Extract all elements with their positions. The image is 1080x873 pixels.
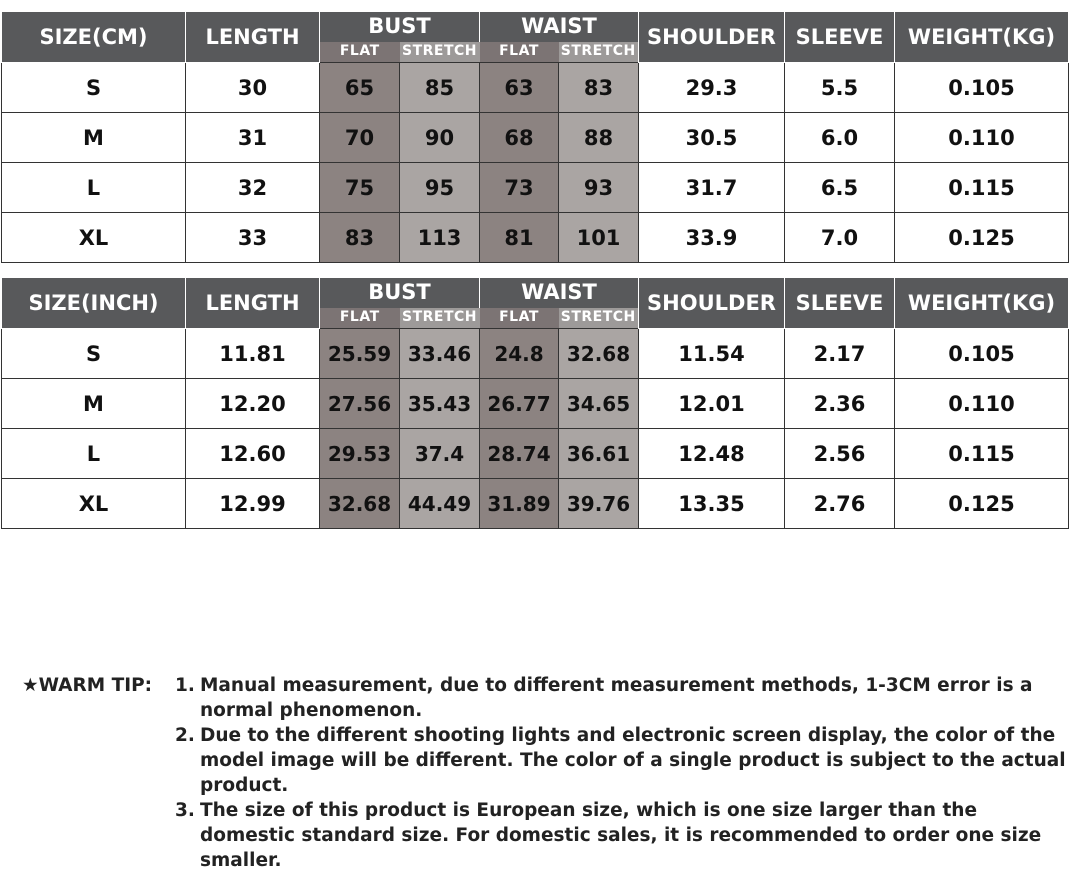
- sleeve-column-header: SLEEVE: [785, 12, 895, 63]
- waist-flat-cell: 68: [480, 113, 559, 163]
- bust-stretch-cell: 85: [400, 63, 480, 113]
- waist-flat-cell: 26.77: [480, 379, 559, 429]
- size-cell: XL: [2, 479, 186, 529]
- waist-flat-cell: 73: [480, 163, 559, 213]
- waist-stretch-cell: 101: [559, 213, 639, 263]
- shoulder-cell: 31.7: [639, 163, 785, 213]
- length-cell: 32: [186, 163, 320, 213]
- length-cell: 31: [186, 113, 320, 163]
- warm-tip-item: [175, 673, 1075, 723]
- bust-stretch-cell: 95: [400, 163, 480, 213]
- size-column-header: SIZE(CM): [2, 12, 186, 63]
- table-row: [2, 163, 1069, 213]
- waist-flat-cell: 28.74: [480, 429, 559, 479]
- shoulder-cell: 33.9: [639, 213, 785, 263]
- size-cell: S: [2, 63, 186, 113]
- length-cell: 12.60: [186, 429, 320, 479]
- waist-stretch-header: STRETCH: [559, 42, 639, 63]
- weight-column-header: WEIGHT(KG): [895, 278, 1069, 329]
- size-cell: L: [2, 163, 186, 213]
- table-row: [2, 429, 1069, 479]
- length-cell: 12.20: [186, 379, 320, 429]
- sleeve-cell: 6.0: [785, 113, 895, 163]
- bust-flat-cell: 70: [320, 113, 400, 163]
- bust-stretch-cell: 113: [400, 213, 480, 263]
- bust-flat-cell: 83: [320, 213, 400, 263]
- weight-cell: 0.110: [895, 379, 1069, 429]
- sleeve-cell: 7.0: [785, 213, 895, 263]
- waist-stretch-cell: 39.76: [559, 479, 639, 529]
- size-cell: M: [2, 113, 186, 163]
- length-column-header: LENGTH: [186, 278, 320, 329]
- bust-flat-cell: 25.59: [320, 329, 400, 379]
- table-row: [2, 213, 1069, 263]
- warm-tip-item: [175, 798, 1075, 873]
- sleeve-cell: 2.17: [785, 329, 895, 379]
- length-cell: 30: [186, 63, 320, 113]
- warm-tip-label: ★WARM TIP:: [22, 675, 153, 696]
- bust-flat-cell: 75: [320, 163, 400, 213]
- waist-flat-cell: 31.89: [480, 479, 559, 529]
- bust-flat-cell: 32.68: [320, 479, 400, 529]
- warm-tip-text: Due to the different shooting lights and electronic screen display, the color of the model image will be different. The color of a single product is subject to the actual product.: [200, 725, 1066, 796]
- bust-stretch-cell: 33.46: [400, 329, 480, 379]
- waist-stretch-cell: 83: [559, 63, 639, 113]
- weight-cell: 0.110: [895, 113, 1069, 163]
- bust-stretch-header: STRETCH: [400, 42, 480, 63]
- waist-group-header: WAIST: [480, 278, 639, 308]
- shoulder-cell: 12.48: [639, 429, 785, 479]
- bust-stretch-cell: 44.49: [400, 479, 480, 529]
- warm-tip-item: [175, 723, 1075, 798]
- table-row: [2, 379, 1069, 429]
- weight-cell: 0.125: [895, 479, 1069, 529]
- waist-flat-cell: 24.8: [480, 329, 559, 379]
- bust-group-header: BUST: [320, 278, 480, 308]
- shoulder-cell: 11.54: [639, 329, 785, 379]
- length-cell: 33: [186, 213, 320, 263]
- shoulder-column-header: SHOULDER: [639, 12, 785, 63]
- waist-stretch-header: STRETCH: [559, 308, 639, 329]
- shoulder-cell: 13.35: [639, 479, 785, 529]
- waist-flat-header: FLAT: [480, 308, 559, 329]
- waist-stretch-cell: 34.65: [559, 379, 639, 429]
- weight-cell: 0.105: [895, 329, 1069, 379]
- size-cell: XL: [2, 213, 186, 263]
- warm-tip-number: 2.: [175, 725, 195, 746]
- weight-cell: 0.125: [895, 213, 1069, 263]
- table-row: [2, 113, 1069, 163]
- warm-tip-text: Manual measurement, due to different measurement methods, 1-3CM error is a normal phenomenon.: [200, 675, 1033, 721]
- size-cell: L: [2, 429, 186, 479]
- waist-group-header: WAIST: [480, 12, 639, 42]
- sleeve-cell: 6.5: [785, 163, 895, 213]
- waist-stretch-cell: 36.61: [559, 429, 639, 479]
- bust-stretch-header: STRETCH: [400, 308, 480, 329]
- bust-flat-cell: 27.56: [320, 379, 400, 429]
- size-chart-cm: [1, 11, 1069, 263]
- weight-cell: 0.115: [895, 163, 1069, 213]
- table-row: [2, 479, 1069, 529]
- waist-stretch-cell: 32.68: [559, 329, 639, 379]
- bust-stretch-cell: 35.43: [400, 379, 480, 429]
- size-cell: S: [2, 329, 186, 379]
- waist-flat-cell: 81: [480, 213, 559, 263]
- sleeve-cell: 2.56: [785, 429, 895, 479]
- weight-cell: 0.105: [895, 63, 1069, 113]
- bust-stretch-cell: 90: [400, 113, 480, 163]
- warm-tip-list: [175, 673, 1075, 873]
- bust-stretch-cell: 37.4: [400, 429, 480, 479]
- size-column-header: SIZE(INCH): [2, 278, 186, 329]
- warm-tip-number: 1.: [175, 675, 195, 696]
- bust-group-header: BUST: [320, 12, 480, 42]
- weight-column-header: WEIGHT(KG): [895, 12, 1069, 63]
- shoulder-cell: 30.5: [639, 113, 785, 163]
- sleeve-cell: 2.36: [785, 379, 895, 429]
- bust-flat-header: FLAT: [320, 42, 400, 63]
- bust-flat-cell: 65: [320, 63, 400, 113]
- table-row: [2, 329, 1069, 379]
- warm-tip-text: The size of this product is European size, which is one size larger than the domestic standard size. For domestic sales, it is recommended to order one size smaller.: [200, 800, 1042, 871]
- waist-flat-cell: 63: [480, 63, 559, 113]
- length-cell: 12.99: [186, 479, 320, 529]
- size-cell: M: [2, 379, 186, 429]
- bust-flat-header: FLAT: [320, 308, 400, 329]
- waist-flat-header: FLAT: [480, 42, 559, 63]
- length-cell: 11.81: [186, 329, 320, 379]
- shoulder-cell: 12.01: [639, 379, 785, 429]
- table-row: [2, 63, 1069, 113]
- sleeve-cell: 2.76: [785, 479, 895, 529]
- shoulder-column-header: SHOULDER: [639, 278, 785, 329]
- warm-tip-number: 3.: [175, 800, 195, 821]
- sleeve-cell: 5.5: [785, 63, 895, 113]
- shoulder-cell: 29.3: [639, 63, 785, 113]
- weight-cell: 0.115: [895, 429, 1069, 479]
- waist-stretch-cell: 88: [559, 113, 639, 163]
- size-chart-inch: [1, 277, 1069, 529]
- waist-stretch-cell: 93: [559, 163, 639, 213]
- sleeve-column-header: SLEEVE: [785, 278, 895, 329]
- bust-flat-cell: 29.53: [320, 429, 400, 479]
- length-column-header: LENGTH: [186, 12, 320, 63]
